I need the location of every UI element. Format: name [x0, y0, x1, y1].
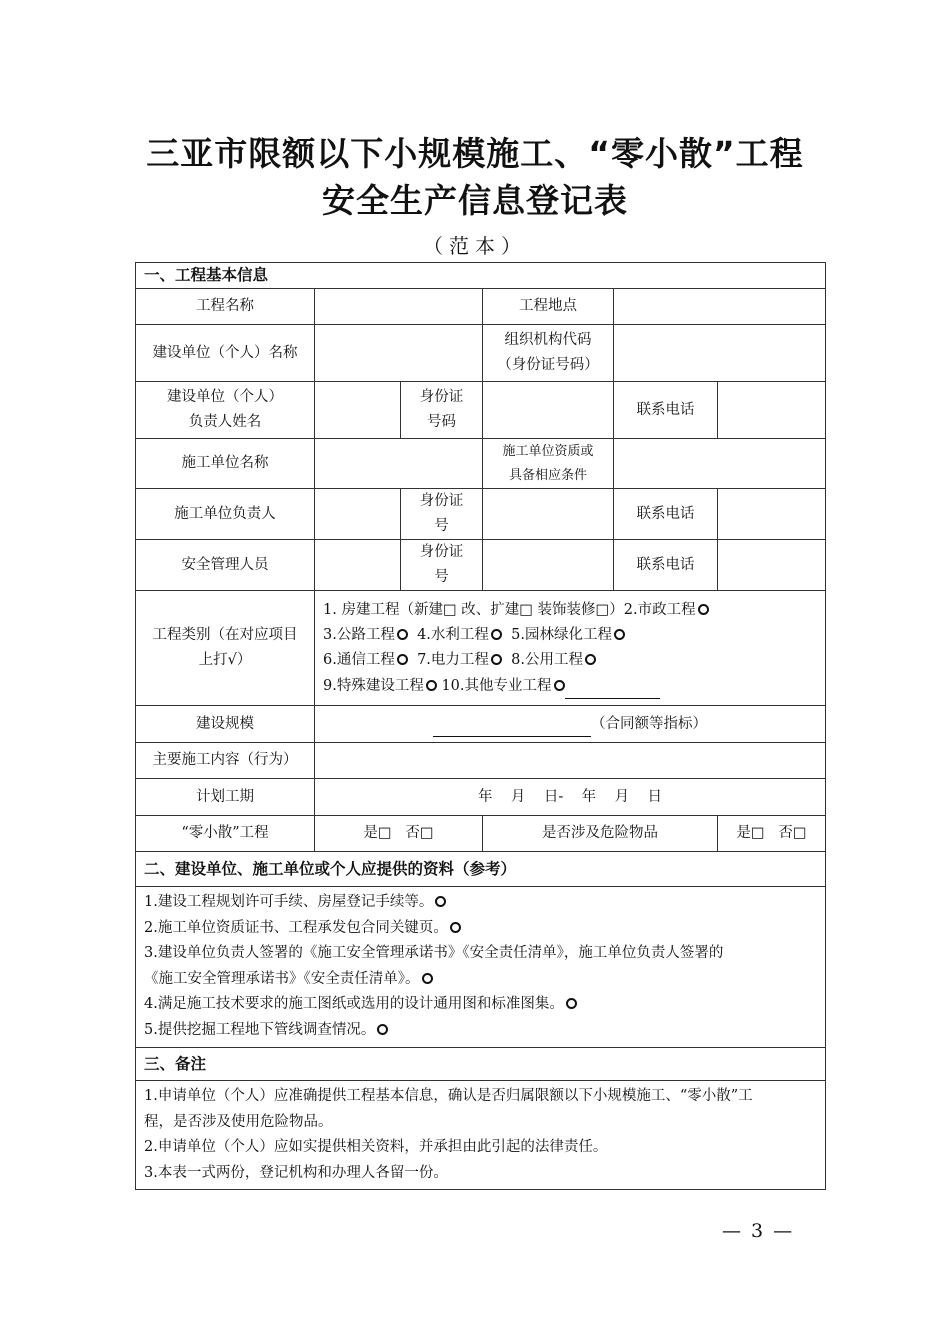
bullet-icon	[698, 604, 709, 615]
category-housing-municipal[interactable]: 1. 房建工程（新建□ 改、扩建□ 装饰装修□）2.市政工程	[323, 601, 696, 618]
bullet-icon	[491, 629, 502, 640]
org-code-label-line-1: 组织机构代码	[504, 332, 592, 348]
project-location-label: 工程地点	[483, 289, 614, 325]
bullet-icon	[426, 680, 437, 691]
org-code-label-line-2: （身份证号码）	[497, 357, 599, 373]
safety-manager-label: 安全管理人员	[136, 540, 315, 591]
bullet-icon	[435, 896, 446, 907]
document-title-line-2: 安全生产信息登记表	[322, 181, 628, 220]
contractor-phone-field[interactable]	[718, 489, 826, 540]
materials-list	[136, 887, 826, 1048]
category-power[interactable]: 7.电力工程	[417, 651, 489, 668]
contractor-head-label: 施工单位负责人	[136, 489, 315, 540]
section-1-heading: 一、工程基本信息	[136, 263, 826, 289]
contractor-head-id-field[interactable]	[483, 489, 614, 540]
category-highway[interactable]: 3.公路工程	[323, 626, 395, 643]
page-number: — 3 —	[722, 1220, 795, 1242]
owner-phone-field[interactable]	[718, 382, 826, 439]
project-name-label: 工程名称	[136, 289, 315, 325]
registration-form-table	[135, 262, 826, 1190]
safety-manager-field[interactable]	[315, 540, 401, 591]
owner-head-id-label-line-1: 身份证	[419, 389, 464, 405]
material-item-3: 3.建设单位负责人签署的《施工安全管理承诺书》《安全责任清单》，施工单位负责人签署的	[144, 945, 724, 961]
section-2-heading: 二、建设单位、施工单位或个人应提供的资料（参考）	[136, 852, 826, 887]
note-1-cont: 程，是否涉及使用危险物品。	[144, 1113, 333, 1130]
owner-head-label-line-1: 建设单位（个人）	[167, 389, 283, 405]
note-2: 2.申请单位（个人）应如实提供相关资料，并承担由此引起的法律责任。	[144, 1139, 608, 1155]
note-3: 3.本表一式两份，登记机构和办理人各留一份。	[144, 1164, 448, 1181]
qualification-label	[483, 439, 614, 489]
qualification-label-line-1: 施工单位资质或	[502, 443, 594, 459]
category-label-line-2: 上打√）	[198, 652, 252, 668]
org-code-label	[483, 325, 614, 382]
zero-small-checkboxes[interactable]: 是□ 否□	[315, 816, 483, 852]
bullet-icon	[377, 1024, 388, 1035]
bullet-icon	[397, 629, 408, 640]
owner-phone-label: 联系电话	[614, 382, 718, 439]
bullet-icon	[422, 973, 433, 984]
contractor-head-id-label-line-1: 身份证	[419, 493, 464, 509]
bullet-icon	[585, 654, 596, 665]
safety-manager-phone-label: 联系电话	[614, 540, 718, 591]
bullet-icon	[614, 629, 625, 640]
category-other-blank[interactable]	[565, 673, 660, 699]
category-line-3	[323, 648, 821, 673]
material-item-3-cont: 《施工安全管理承诺书》《安全责任清单》。	[144, 967, 821, 993]
qualification-label-line-2: 具备相应条件	[508, 467, 587, 483]
bullet-icon	[566, 998, 577, 1009]
owner-head-id-field[interactable]	[483, 382, 614, 439]
project-location-field[interactable]	[614, 289, 826, 325]
content-label: 主要施工内容（行为）	[136, 743, 315, 779]
category-telecom[interactable]: 6.通信工程	[323, 651, 395, 668]
document-subtitle: （范本）	[423, 234, 527, 258]
period-field[interactable]: 年 月 日- 年 月 日	[315, 779, 826, 816]
scale-field[interactable]	[315, 706, 826, 743]
owner-head-field[interactable]	[315, 382, 401, 439]
bullet-icon	[554, 680, 565, 691]
contractor-name-label: 施工单位名称	[136, 439, 315, 489]
category-label	[136, 591, 315, 706]
safety-manager-id-field[interactable]	[483, 540, 614, 591]
category-other[interactable]: 10.其他专业工程	[441, 677, 552, 694]
contractor-head-id-label-line-2: 号	[434, 518, 449, 534]
note-1: 1.申请单位（个人）应准确提供工程基本信息，确认是否归属限额以下小规模施工、“零小散”工	[144, 1088, 753, 1104]
safety-manager-id-label-line-2: 号	[434, 569, 449, 585]
owner-head-id-label-line-2: 号码	[427, 414, 456, 430]
owner-head-id-label	[401, 382, 483, 439]
category-line-1	[323, 598, 821, 623]
qualification-field[interactable]	[614, 439, 826, 489]
project-name-field[interactable]	[315, 289, 483, 325]
safety-manager-id-label-line-1: 身份证	[419, 544, 464, 560]
scale-blank[interactable]	[433, 711, 591, 737]
owner-head-label	[136, 382, 315, 439]
hazard-checkboxes[interactable]: 是□ 否□	[718, 816, 826, 852]
category-water[interactable]: 4.水利工程	[417, 626, 489, 643]
hazard-label: 是否涉及危险物品	[483, 816, 718, 852]
org-code-field[interactable]	[614, 325, 826, 382]
period-label: 计划工期	[136, 779, 315, 816]
contractor-head-id-label	[401, 489, 483, 540]
scale-label: 建设规模	[136, 706, 315, 743]
zero-small-label: “零小散”工程	[136, 816, 315, 852]
category-special[interactable]: 9.特殊建设工程	[323, 677, 424, 694]
scale-note: （合同额等指标）	[591, 716, 708, 732]
safety-manager-phone-field[interactable]	[718, 540, 826, 591]
category-utility[interactable]: 8.公用工程	[511, 651, 583, 668]
contractor-phone-label: 联系电话	[614, 489, 718, 540]
material-item-4: 4.满足施工技术要求的施工图纸或选用的设计通用图和标准图集。	[144, 992, 821, 1018]
owner-head-label-line-2: 负责人姓名	[188, 414, 262, 430]
category-label-line-1: 工程类别（在对应项目	[152, 627, 298, 643]
content-field[interactable]	[315, 743, 826, 779]
category-line-2	[323, 623, 821, 648]
notes-list	[136, 1081, 826, 1190]
contractor-name-field[interactable]	[315, 439, 483, 489]
contractor-head-field[interactable]	[315, 489, 401, 540]
owner-name-field[interactable]	[315, 325, 483, 382]
category-options[interactable]	[315, 591, 826, 706]
material-item-2: 2.施工单位资质证书、工程承发包合同关键页。	[144, 916, 821, 942]
bullet-icon	[491, 654, 502, 665]
owner-name-label: 建设单位（个人）名称	[136, 325, 315, 382]
category-landscape[interactable]: 5.园林绿化工程	[511, 626, 612, 643]
bullet-icon	[397, 654, 408, 665]
section-3-heading: 三、备注	[136, 1048, 826, 1081]
material-item-1: 1.建设工程规划许可手续、房屋登记手续等。	[144, 890, 821, 916]
bullet-icon	[450, 922, 461, 933]
material-item-5: 5.提供挖掘工程地下管线调查情况。	[144, 1018, 821, 1044]
document-title-line-1: 三亚市限额以下小规模施工、“零小散”工程	[146, 134, 804, 173]
category-line-4	[323, 673, 821, 699]
safety-manager-id-label	[401, 540, 483, 591]
